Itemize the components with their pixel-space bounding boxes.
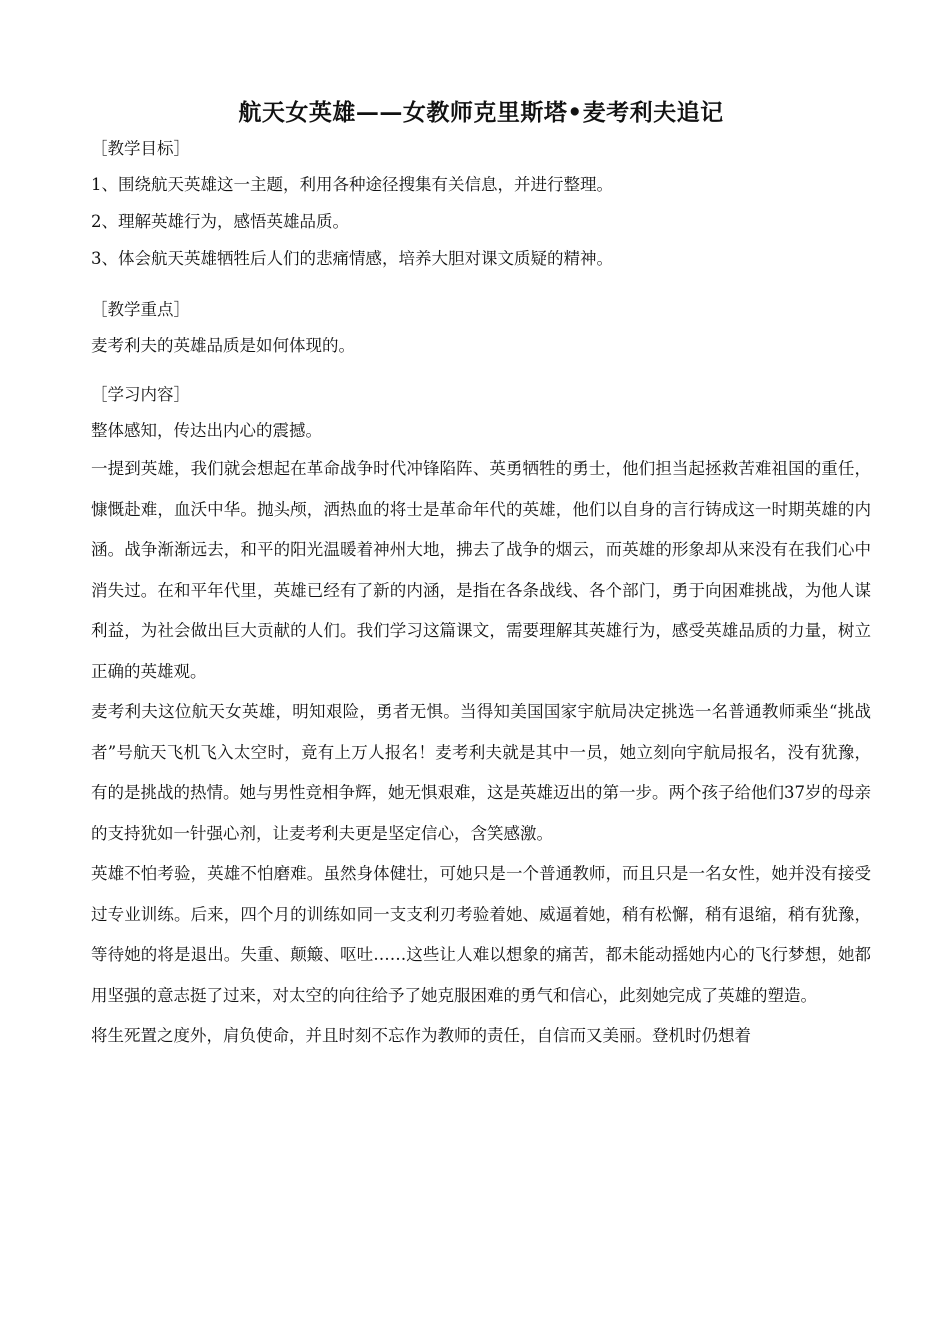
objective-item-3: 3、体会航天英雄牺牲后人们的悲痛情感，培养大胆对课文质疑的精神。: [91, 249, 613, 268]
key-point-text: 麦考利夫的英雄品质是如何体现的。: [91, 336, 355, 355]
content-intro: 整体感知，传达出内心的震撼。: [91, 421, 322, 440]
content-paragraph-3: 英雄不怕考验，英雄不怕磨难。虽然身体健壮，可她只是一个普通教师，而且只是一名女性，她并没有接受过专业训练。后来，四个月的训练如同一支支利刃考验着她、威逼着她，稍有松懈，稍有退缩，稍有犹豫，等待她的将是退出。失重、颠簸、呕吐……这些让人难以想象的痛苦，都未能动摇她内心的飞行梦想，她都用坚强的意志挺了过来，对太空的向往给予了她克服困难的勇气和信心，此刻她完成了英雄的塑造。: [91, 864, 871, 1005]
content-paragraph-1: 一提到英雄，我们就会想起在革命战争时代冲锋陷阵、英勇牺牲的勇士，他们担当起拯救苦难祖国的重任，慷慨赴难，血沃中华。抛头颅，洒热血的将士是革命年代的英雄，他们以自身的言行铸成这一时期英雄的内涵。战争渐渐远去，和平的阳光温暖着神州大地，拂去了战争的烟云，而英雄的形象却从来没有在我们心中消失过。在和平年代里，英雄已经有了新的内涵，是指在各条战线、各个部门，勇于向困难挑战，为他人谋利益，为社会做出巨大贡献的人们。我们学习这篇课文，需要理解其英雄行为，感受英雄品质的力量，树立正确的英雄观。: [91, 459, 871, 681]
section-spacer: [91, 277, 871, 293]
objectives-label: ［教学目标］: [91, 139, 190, 158]
objective-item-1: 1、围绕航天英雄这一主题，利用各种途径搜集有关信息，并进行整理。: [91, 175, 613, 194]
key-point-label: ［教学重点］: [91, 300, 190, 319]
document-title: 航天女英雄——女教师克里斯塔•麦考利夫追记: [238, 99, 724, 126]
document-page: [91, 94, 871, 1057]
content-paragraph-2: 麦考利夫这位航天女英雄，明知艰险，勇者无惧。当得知美国国家宇航局决定挑选一名普通教师乘坐“挑战者”号航天飞机飞入太空时，竟有上万人报名！麦考利夫就是其中一员，她立刻向宇航局报名，没有犹豫，有的是挑战的热情。她与男性竞相争辉，她无惧艰难，这是英雄迈出的第一步。两个孩子给他们37岁的母亲的支持犹如一针强心剂，让麦考利夫更是坚定信心，含笑感激。: [91, 702, 871, 843]
content-label: ［学习内容］: [91, 385, 190, 404]
content-paragraph-4: 将生死置之度外，肩负使命，并且时刻不忘作为教师的责任，自信而又美丽。登机时仍想着: [91, 1026, 751, 1045]
objective-item-2: 2、理解英雄行为，感悟英雄品质。: [91, 212, 349, 231]
section-spacer: [91, 364, 871, 378]
